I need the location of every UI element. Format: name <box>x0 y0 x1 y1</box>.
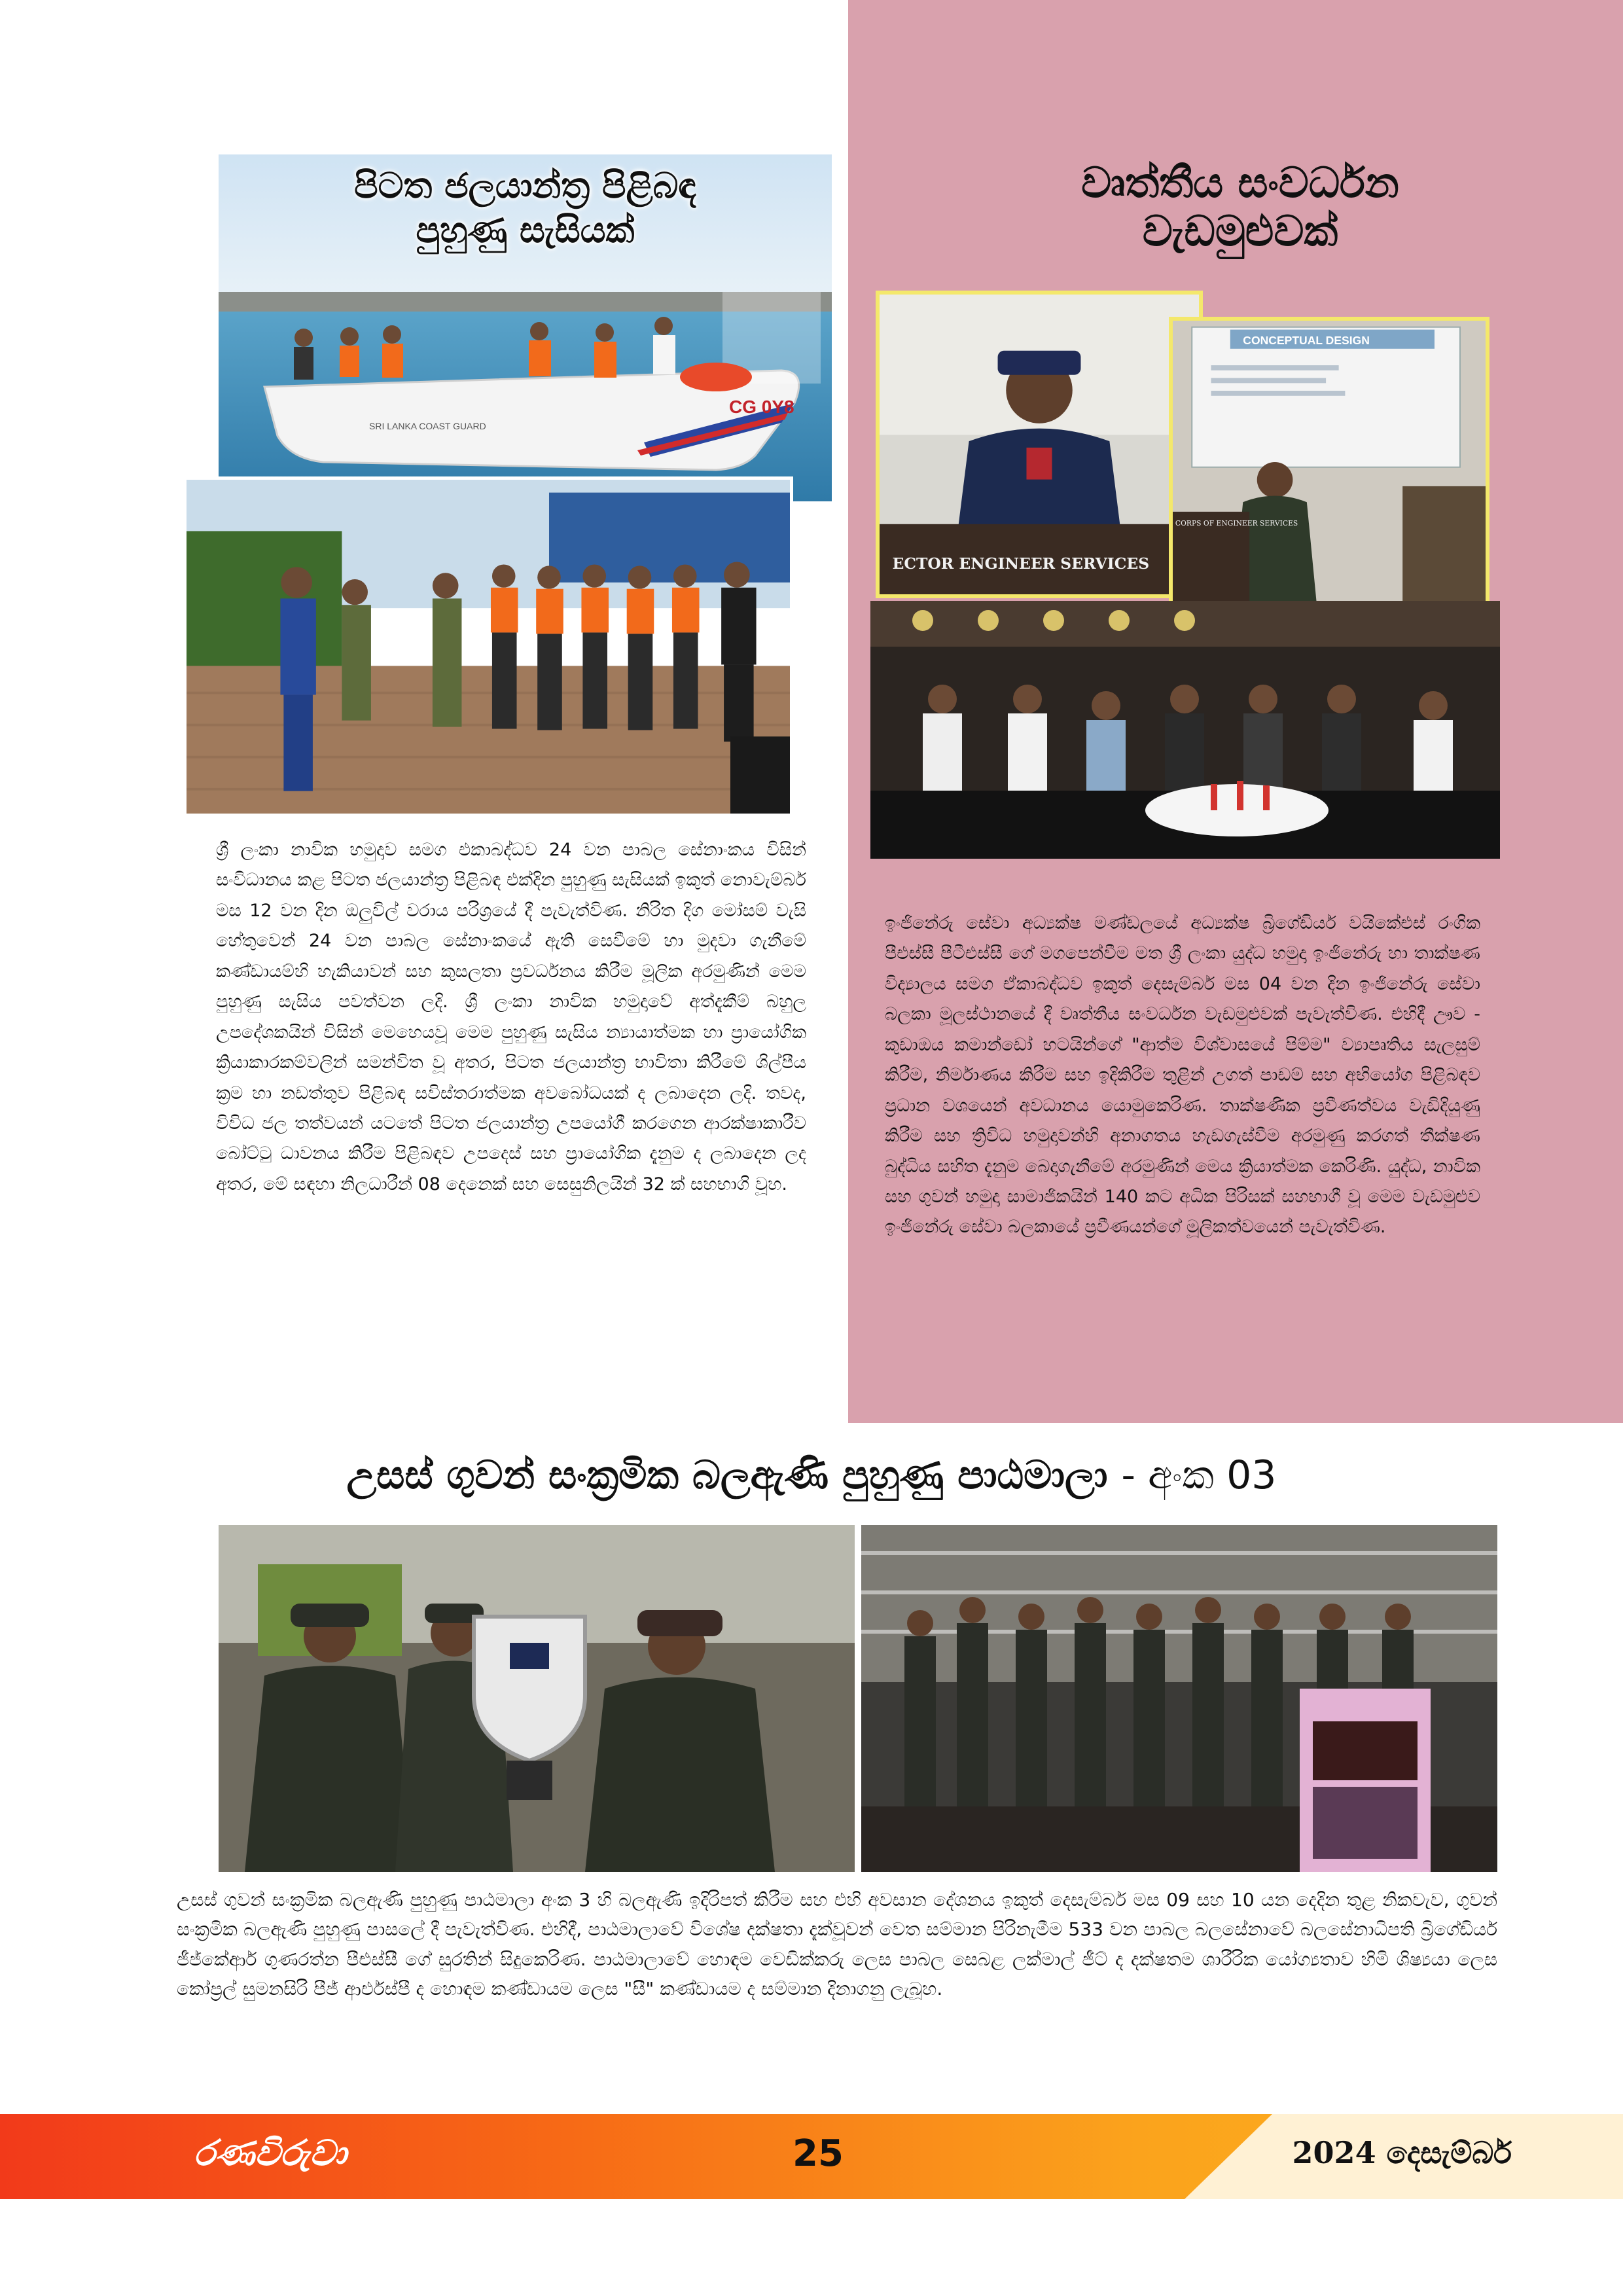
boat-reg-text: CG 0Y8 <box>729 397 794 417</box>
podium-sign-text: CORPS OF ENGINEER SERVICES <box>1175 519 1298 528</box>
trophy-presentation-illustration <box>219 1525 855 1872</box>
home-guard-title: උසස් ගුවන් සංක්‍රමික බලඇණි පුහුණු පාඨමාලා <box>346 1452 1108 1498</box>
speaker-officer-illustration <box>880 295 1199 594</box>
presenter-illustration <box>1173 321 1486 601</box>
audience-illustration <box>870 601 1500 859</box>
inland-craft-title-line1: පිටත ජලයාන්ත්‍ර පිළිබඳ <box>354 165 696 206</box>
audience-photo <box>870 601 1500 859</box>
page-number: 25 <box>793 2132 844 2175</box>
group-training-illustration <box>187 480 790 814</box>
professional-dev-title-line2: වැඩමුළුවක් <box>1142 207 1338 256</box>
magazine-logo: රණවිරුවා <box>194 2132 347 2174</box>
inland-craft-body: ශ්‍රී ලංකා නාවික හමුදාව සමග එකාබද්ධව 24 වන පාබල සේනාංකය විසින් සංවිධානය කළ පිටත ජලයාන්ත්‍ර පිළිබඳ එක්දින පුහුණු සැසියක් ඉකුත් නොවැම්බර් මස 12 වන දින ඔලුවිල් වරාය පරිශ්‍රයේ දී පැවැත්විණ. නිරිත දිග මෝසම් වැසි හේතුවෙන් 24 වන පාබල සේනාංකයේ ඇති සෙවීමේ හා මුදවා ගැනීමේ කණ්ඩායම්හි හැකියාවන් සහ කුසලතා ප්‍රවර්ධනය කිරීම මූලික අරමුණින් මෙම පුහුණු සැසිය පවත්වන ලදි. ශ්‍රී ලංකා නාවික හමුදාවේ අත්දැකීම් බහුල උපදේශකයින් විසින් මෙහෙයවූ මෙම පුහුණු සැසිය න්‍යායාත්මක හා ප්‍රායෝගික ක්‍රියාකාරකම්වලින් සමන්විත වූ අතර, පිටත ජලයාන්ත්‍ර භාවිතා කිරීමේ ශිල්පීය ක්‍රම හා නඩත්තුව පිළිබඳ සවිස්තරාත්මක අවබෝධයක් ද ලබාදෙන ලදි. තවද, විවිධ ජල තත්වයන් යටතේ පිටත ජලයාන්ත්‍ර උපයෝගී කරගෙන ආරක්ෂාකාරීව බෝට්ටු ධාවනය කිරීම පිළිබඳව උපදෙස් සහ ප්‍රායෝගික දැනුම ද ලබාදෙන ලද අතර, මේ සඳහා නිලධාරීන් 08 දෙනෙක් සහ සෙසුනිලයින් 32 ක් සහභාගි වූහ. <box>216 840 806 1194</box>
professional-dev-body: ඉංජිනේරු සේවා අධ්‍යක්ෂ මණ්ඩලයේ අධ්‍යක්ෂ බ්‍රිගේඩියර් වයිකේඑස් රංගික පීඑස්සී පීටීඑස්සී ගේ මගපෙන්වීම මත ශ්‍රී ලංකා යුද්ධ හමුදා ඉංජිනේරු හා තාක්ෂණ විද්‍යාලය සමග ඒකාබද්ධව ඉකුත් දෙසැම්බර් මස 04 වන දින ඉංජිනේරු සේවා බලකා මූලස්ථානයේ දී වෘත්තීය සංවර්ධන වැඩමුළුවක් පැවැත්විණ. එහිදී ඌව - කුඩාඔය කමාන්ඩෝ හටයින්ගේ "ආත්ම විශ්වාසයේ පිම්ම" ව්‍යාපෘතිය සැලසුම් කිරීම, නිර්මාණය කිරීම සහ ඉදිකිරීම තුළින් උගත් පාඩම් සහ අභියෝග පිළිබඳව ප්‍රධාන වශයෙන් අවධානය යොමුකෙරිණ. තාක්ෂණික ප්‍රවීණත්වය වැඩිදියුණු කිරීම සහ ත්‍රිවිධ හමුදාවන්හි අනාගතය හැඩගැස්වීම අරමුණු කරගත් තීක්ෂණ බුද්ධිය සහිත දැනුම බෙදාගැනීමේ අරමුණින් මෙය ක්‍රියාත්මක කෙරිණි. යුද්ධ, නාවික සහ ගුවන් හමුදා සාමාජිකයින් 140 කට අධික පිරිසක් සහභාගී වූ මෙම වැඩමුළුව ඉංජිනේරු සේවා බලකායේ ප්‍රවීණයන්ගේ මූලිකත්වයෙන් පැවැත්විණ. <box>885 913 1480 1238</box>
professional-dev-headline <box>870 160 1610 256</box>
professional-dev-title-line1: වෘත්තීය සංවර්ධන <box>1081 159 1399 207</box>
stage-group-illustration <box>861 1525 1497 1872</box>
issue-date: 2024 දෙසැම්බර් <box>1292 2135 1512 2170</box>
stage-group-photo <box>861 1525 1497 1872</box>
page-footer <box>0 2114 1623 2199</box>
home-guard-title-suffix: - අංක 03 <box>1121 1452 1277 1498</box>
slide-heading-text: CONCEPTUAL DESIGN <box>1243 334 1370 347</box>
group-training-photo <box>183 476 793 817</box>
boat-training-photo <box>219 154 832 501</box>
inland-craft-title-line2: පුහුණු සැසියක් <box>416 209 635 251</box>
presenter-photo <box>1169 317 1489 605</box>
speaker-officer-photo <box>876 291 1203 598</box>
home-guard-body: උසස් ගුවන් සංක්‍රමික බලඇණි පුහුණු පාඨමාලා අංක 3 හි බලඇණි ඉදිරිපත් කිරීම සහ එහි අවසාන දේශනය ඉකුත් දෙසැම්බර් මස 09 සහ 10 යන දෙදින තුළ නිකවැව, ගුවන් සංක්‍රමික බලඇණි පුහුණු පාසලේ දී පැවැත්විණ. එහිදී, පාඨමාලාවේ විශේෂ දක්ෂතා දැක්වූවන් වෙත සම්මාන පිරිනැමීම 533 වන පාබල බලසේනාවේ බලසේනාධිපති බ්‍රිගේඩියර් ජීජ්කේආර් ගුණරත්න පීඑස්සී ගේ සුරතින් සිදුකෙරිණ. පාඨමාලාවේ හොඳම වෙඩික්කරු ලෙස පාබල සෙබළ ලක්මාල් ජීට් ද දක්ෂතම ශාරීරික යෝග්‍යතාව හිමි ශිෂ්‍යයා ලෙස කෝප්‍රල් සුමනසිරි පීජ් ආර්එස්පී ද හොඳම කණ්ඩායම ලෙස "සී" කණ්ඩායම ද සම්මාන දිනාගනු ලැබූහ. <box>177 1889 1497 2000</box>
podium-front-text: ECTOR ENGINEER SERVICES <box>892 554 1150 573</box>
home-guard-headline <box>79 1453 1544 1498</box>
boat-hull-text: SRI LANKA COAST GUARD <box>369 421 486 431</box>
trophy-presentation-photo <box>219 1525 855 1872</box>
inland-craft-headline <box>219 164 832 252</box>
